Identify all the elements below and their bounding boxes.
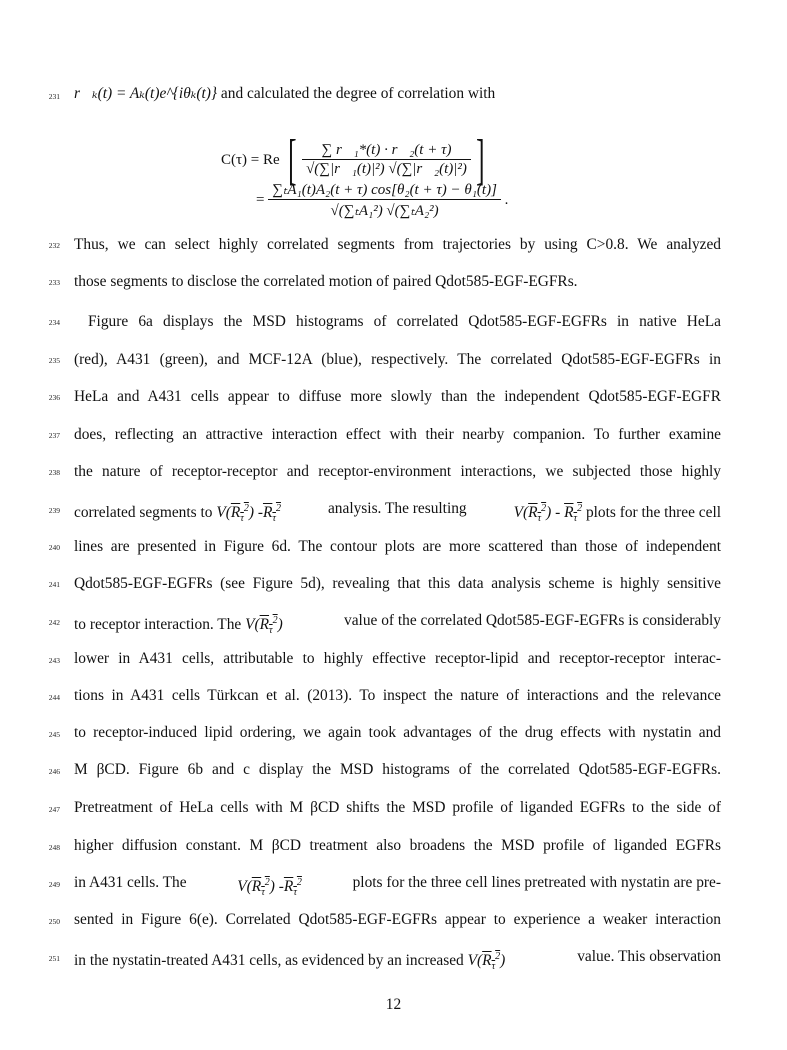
line-number: 247 — [48, 805, 60, 814]
line-text: and calculated the degree of correlation with — [220, 85, 496, 102]
line-text: analysis. The resulting — [327, 500, 467, 517]
fraction-denominator: √(∑|r⃗₁(t)|²) √(∑|r⃗₂(t)|²) — [302, 159, 471, 178]
line-text: to receptor interaction. The — [74, 616, 242, 634]
line-number: 248 — [48, 843, 60, 852]
text-line-236: HeLa and A431 cells appear to diffuse more slowly than the independent Qdot585-EGF-EGFR — [74, 388, 721, 405]
line-text: in A431 cells. The — [74, 874, 187, 891]
line-number: 243 — [48, 656, 60, 665]
line-number: 239 — [48, 506, 60, 515]
text-line-233: those segments to disclose the correlated motion of paired Qdot585-EGF-EGFRs. — [74, 273, 578, 290]
text-line-231 — [74, 84, 721, 104]
page-number: 12 — [385, 996, 402, 1013]
line-number: 242 — [48, 618, 60, 627]
equals-sign: = — [256, 191, 265, 208]
line-number: 235 — [48, 356, 60, 365]
line-number: 231 — [48, 92, 60, 101]
equation-fraction-1 — [302, 142, 471, 178]
right-bracket: ] — [476, 129, 485, 191]
inline-formula: $V(R_\tau^2) - R_\tau^2$ — [513, 503, 583, 525]
inline-formula: $V(R_\tau^2)$ — [467, 951, 506, 973]
line-number: 245 — [48, 730, 60, 739]
line-number: 244 — [48, 693, 60, 702]
inline-formula: $V(R_\tau^2)$ — [245, 615, 283, 637]
equation-period: . — [504, 191, 509, 208]
line-number: 251 — [48, 954, 60, 963]
line-number: 238 — [48, 468, 60, 477]
text-line-247: Pretreatment of HeLa cells with M βCD shifts the MSD profile of liganded EGFRs to the side of — [74, 799, 721, 816]
inline-formula: $V(R_\tau^2)$ $-R_\tau^2$ — [216, 503, 281, 525]
text-line-244: tions in A431 cells Türkcan et al. (2013). To inspect the nature of interactions and the relevance — [74, 687, 721, 704]
line-text: in the nystatin-treated A431 cells, as evidenced by an increased — [74, 952, 464, 970]
equation-fraction-2 — [268, 180, 501, 220]
text-line-249 — [74, 873, 721, 903]
text-line-250: sented in Figure 6(e). Correlated Qdot585-EGF-EGFRs appear to experience a weaker interaction — [74, 911, 721, 928]
text-line-232: Thus, we can select highly correlated segments from trajectories by using C>0.8. We analyzed — [74, 236, 721, 253]
line-number: 232 — [48, 241, 60, 250]
text-line-251 — [74, 947, 721, 977]
line-number: 233 — [48, 278, 60, 287]
text-line-239 — [74, 499, 721, 529]
left-bracket: [ — [288, 129, 297, 191]
line-number: 246 — [48, 767, 60, 776]
text-line-242 — [74, 611, 721, 641]
fraction-numerator: ∑ₜA₁(t)A₂(t + τ) cos[θ₂(t + τ) − θ₁(t)] — [272, 182, 497, 198]
text-line-246: M βCD. Figure 6b and c display the MSD histograms of the correlated Qdot585-EGF-EGFRs. — [74, 761, 721, 778]
line-text: value. This observation — [577, 948, 721, 965]
inline-formula: $V(R_\tau^2)$ $-R_\tau^2$ — [237, 877, 302, 899]
text-line-248: higher diffusion constant. M βCD treatment also broadens the MSD profile of liganded EGFRs — [74, 837, 721, 854]
text-line-245: to receptor-induced lipid ordering, we again took advantages of the drug effects with nystatin and — [74, 724, 721, 741]
line-number: 241 — [48, 580, 60, 589]
fraction-numerator: ∑ r⃗₁*(t) · r⃗₂(t + τ) — [321, 142, 452, 158]
text-line-235: (red), A431 (green), and MCF-12A (blue), respectively. The correlated Qdot585-EGF-EGFRs in — [74, 351, 721, 368]
correlation-equation — [221, 112, 551, 230]
line-text: plots for the three cell lines pretreated with nystatin are pre- — [352, 874, 721, 891]
line-number: 236 — [48, 393, 60, 402]
text-line-238: the nature of receptor-receptor and receptor-environment interactions, we subjected those highly — [74, 463, 721, 480]
line-number: 240 — [48, 543, 60, 552]
text-line-234: Figure 6a displays the MSD histograms of correlated Qdot585-EGF-EGFRs in native HeLa — [88, 313, 721, 330]
inline-formula: r⃗ₖ(t) = Aₖ(t)e^{iθₖ(t)} — [74, 85, 218, 102]
line-number: 234 — [48, 318, 60, 327]
line-text: correlated segments to — [74, 504, 213, 522]
equation-lhs: C(τ) = Re — [221, 151, 280, 168]
text-line-241: Qdot585-EGF-EGFRs (see Figure 5d), revealing that this data analysis scheme is highly sensitive — [74, 575, 721, 592]
text-line-243: lower in A431 cells, attributable to highly effective receptor-lipid and receptor-receptor interac- — [74, 650, 721, 667]
line-number: 237 — [48, 431, 60, 440]
line-number: 250 — [48, 917, 60, 926]
text-line-240: lines are presented in Figure 6d. The contour plots are more scattered than those of independent — [74, 538, 721, 555]
line-text: plots for the three cell — [585, 504, 721, 522]
line-number: 249 — [48, 880, 60, 889]
text-line-237: does, reflecting an attractive interaction effect with their nearby companion. To further examine — [74, 426, 721, 443]
fraction-denominator: √(∑ₜA₁²) √(∑ₜA₂²) — [268, 199, 501, 220]
line-text: value of the correlated Qdot585-EGF-EGFRs is considerably — [344, 612, 721, 629]
